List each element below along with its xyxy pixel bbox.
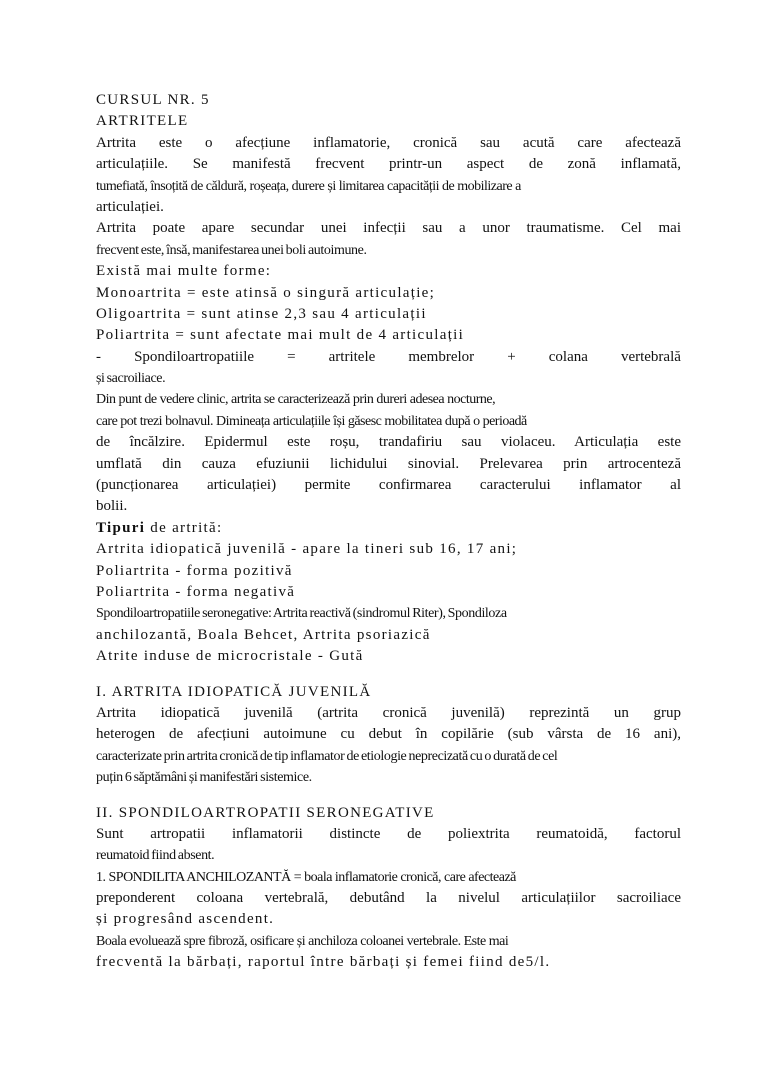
section2-line: și progresând ascendent. — [96, 911, 275, 928]
paragraph-line: umflată din cauza efuziunii lichidului sinovial. Prelevarea prin artrocenteză — [96, 455, 681, 472]
form-item: Monoartrita = este atinsă o singură articulație; — [96, 284, 436, 301]
section2-line: frecventă la bărbați, raportul între bărbați și femei fiind de5/l. — [96, 954, 551, 971]
section2-line: reumatoid fiind absent. — [96, 848, 215, 864]
paragraph-line: articulațiile. Se manifestă frecvent printr-un aspect de zonă inflamată, — [96, 156, 681, 173]
section1-line: caracterizate prin artrita cronică de tip inflamator de etiologie neprecizată cu o durată de cel — [96, 748, 558, 764]
section2-heading: II. SPONDILOARTROPATII SERONEGATIVE — [96, 804, 435, 821]
type-item: Poliartrita - forma negativă — [96, 583, 296, 600]
types-label-rest: de artrită: — [145, 519, 223, 536]
type-item: anchilozantă, Boala Behcet, Artrita psoriazică — [96, 626, 431, 643]
spondylo-line — [96, 347, 681, 368]
paragraph-line: Artrita poate apare secundar unei infecții sau a unor traumatisme. Cel mai — [96, 220, 681, 237]
paragraph-line: (puncționarea articulației) permite confirmarea caracterului inflamator al — [96, 477, 681, 494]
section2-line: 1. SPONDILITA ANCHILOZANTĂ = boala inflamatorie cronică, care afectează — [96, 869, 516, 885]
section1-line: Artrita idiopatică juvenilă (artrita cronică juvenilă) reprezintă un grup — [96, 704, 681, 721]
paragraph-line: Din punt de vedere clinic, artrita se caracterizează prin dureri adesea nocturne, — [96, 392, 496, 408]
forms-intro: Există mai multe forme: — [96, 263, 272, 280]
spondylo-line-2: și sacroiliace. — [96, 371, 166, 387]
word: vertebrală — [620, 348, 681, 365]
type-item: Artrita idiopatică juvenilă - apare la tineri sub 16, 17 ani; — [96, 541, 518, 558]
word: Spondiloartropatiile — [134, 348, 255, 365]
section1-line: puțin 6 săptămâni și manifestări sistemice. — [96, 770, 312, 786]
word: + — [507, 348, 516, 365]
paragraph-line: Artrita este o afecțiune inflamatorie, cronică sau acută care afectează — [96, 134, 681, 151]
document-page — [96, 90, 681, 974]
word: = — [287, 348, 296, 365]
paragraph-line: frecvent este, însă, manifestarea unei boli autoimune. — [96, 242, 367, 258]
section1-line: heterogen de afecțiuni autoimune cu debut în copilărie (sub vârsta de 16 ani), — [96, 726, 681, 743]
paragraph-line: care pot trezi bolnavul. Dimineața articulațiile își găsesc mobilitatea după o perioadă — [96, 413, 527, 429]
section1-heading: I. ARTRITA IDIOPATICĂ JUVENILĂ — [96, 683, 372, 700]
section2-line: Sunt artropatii inflamatorii distincte de poliextrita reumatoidă, factorul — [96, 825, 681, 842]
section2-line: preponderent coloana vertebrală, debutând la nivelul articulațiilor sacroiliace — [96, 890, 681, 907]
paragraph-line: de încălzire. Epidermul este roșu, trandafiriu sau violaceu. Articulația este — [96, 434, 681, 451]
types-heading — [96, 518, 681, 539]
type-item: Atrite induse de microcristale - Gută — [96, 648, 364, 665]
word: membrelor — [408, 348, 475, 365]
word: artritele — [328, 348, 376, 365]
form-item: Oligoartrita = sunt atinse 2,3 sau 4 articulații — [96, 305, 427, 322]
course-title: CURSUL NR. 5 — [96, 92, 210, 108]
section2-line: Boala evoluează spre fibroză, osificare și anchiloza coloanei vertebrale. Este mai — [96, 933, 509, 949]
paragraph-line: bolii. — [96, 498, 128, 515]
word: - — [96, 348, 101, 365]
types-label-bold: Tipuri — [96, 519, 146, 536]
word: colana — [548, 348, 588, 365]
form-item: Poliartrita = sunt afectate mai mult de 4 articulații — [96, 327, 465, 344]
paragraph-line: articulației. — [96, 198, 164, 215]
type-item: Spondiloartropatiile seronegative: Artrita reactivă (sindromul Riter), Spondiloza — [96, 606, 507, 622]
type-item: Poliartrita - forma pozitivă — [96, 562, 293, 579]
section-title: ARTRITELE — [96, 113, 189, 130]
paragraph-line: tumefiată, însoțită de căldură, roșeața, durere și limitarea capacității de mobilizare a — [96, 178, 521, 194]
